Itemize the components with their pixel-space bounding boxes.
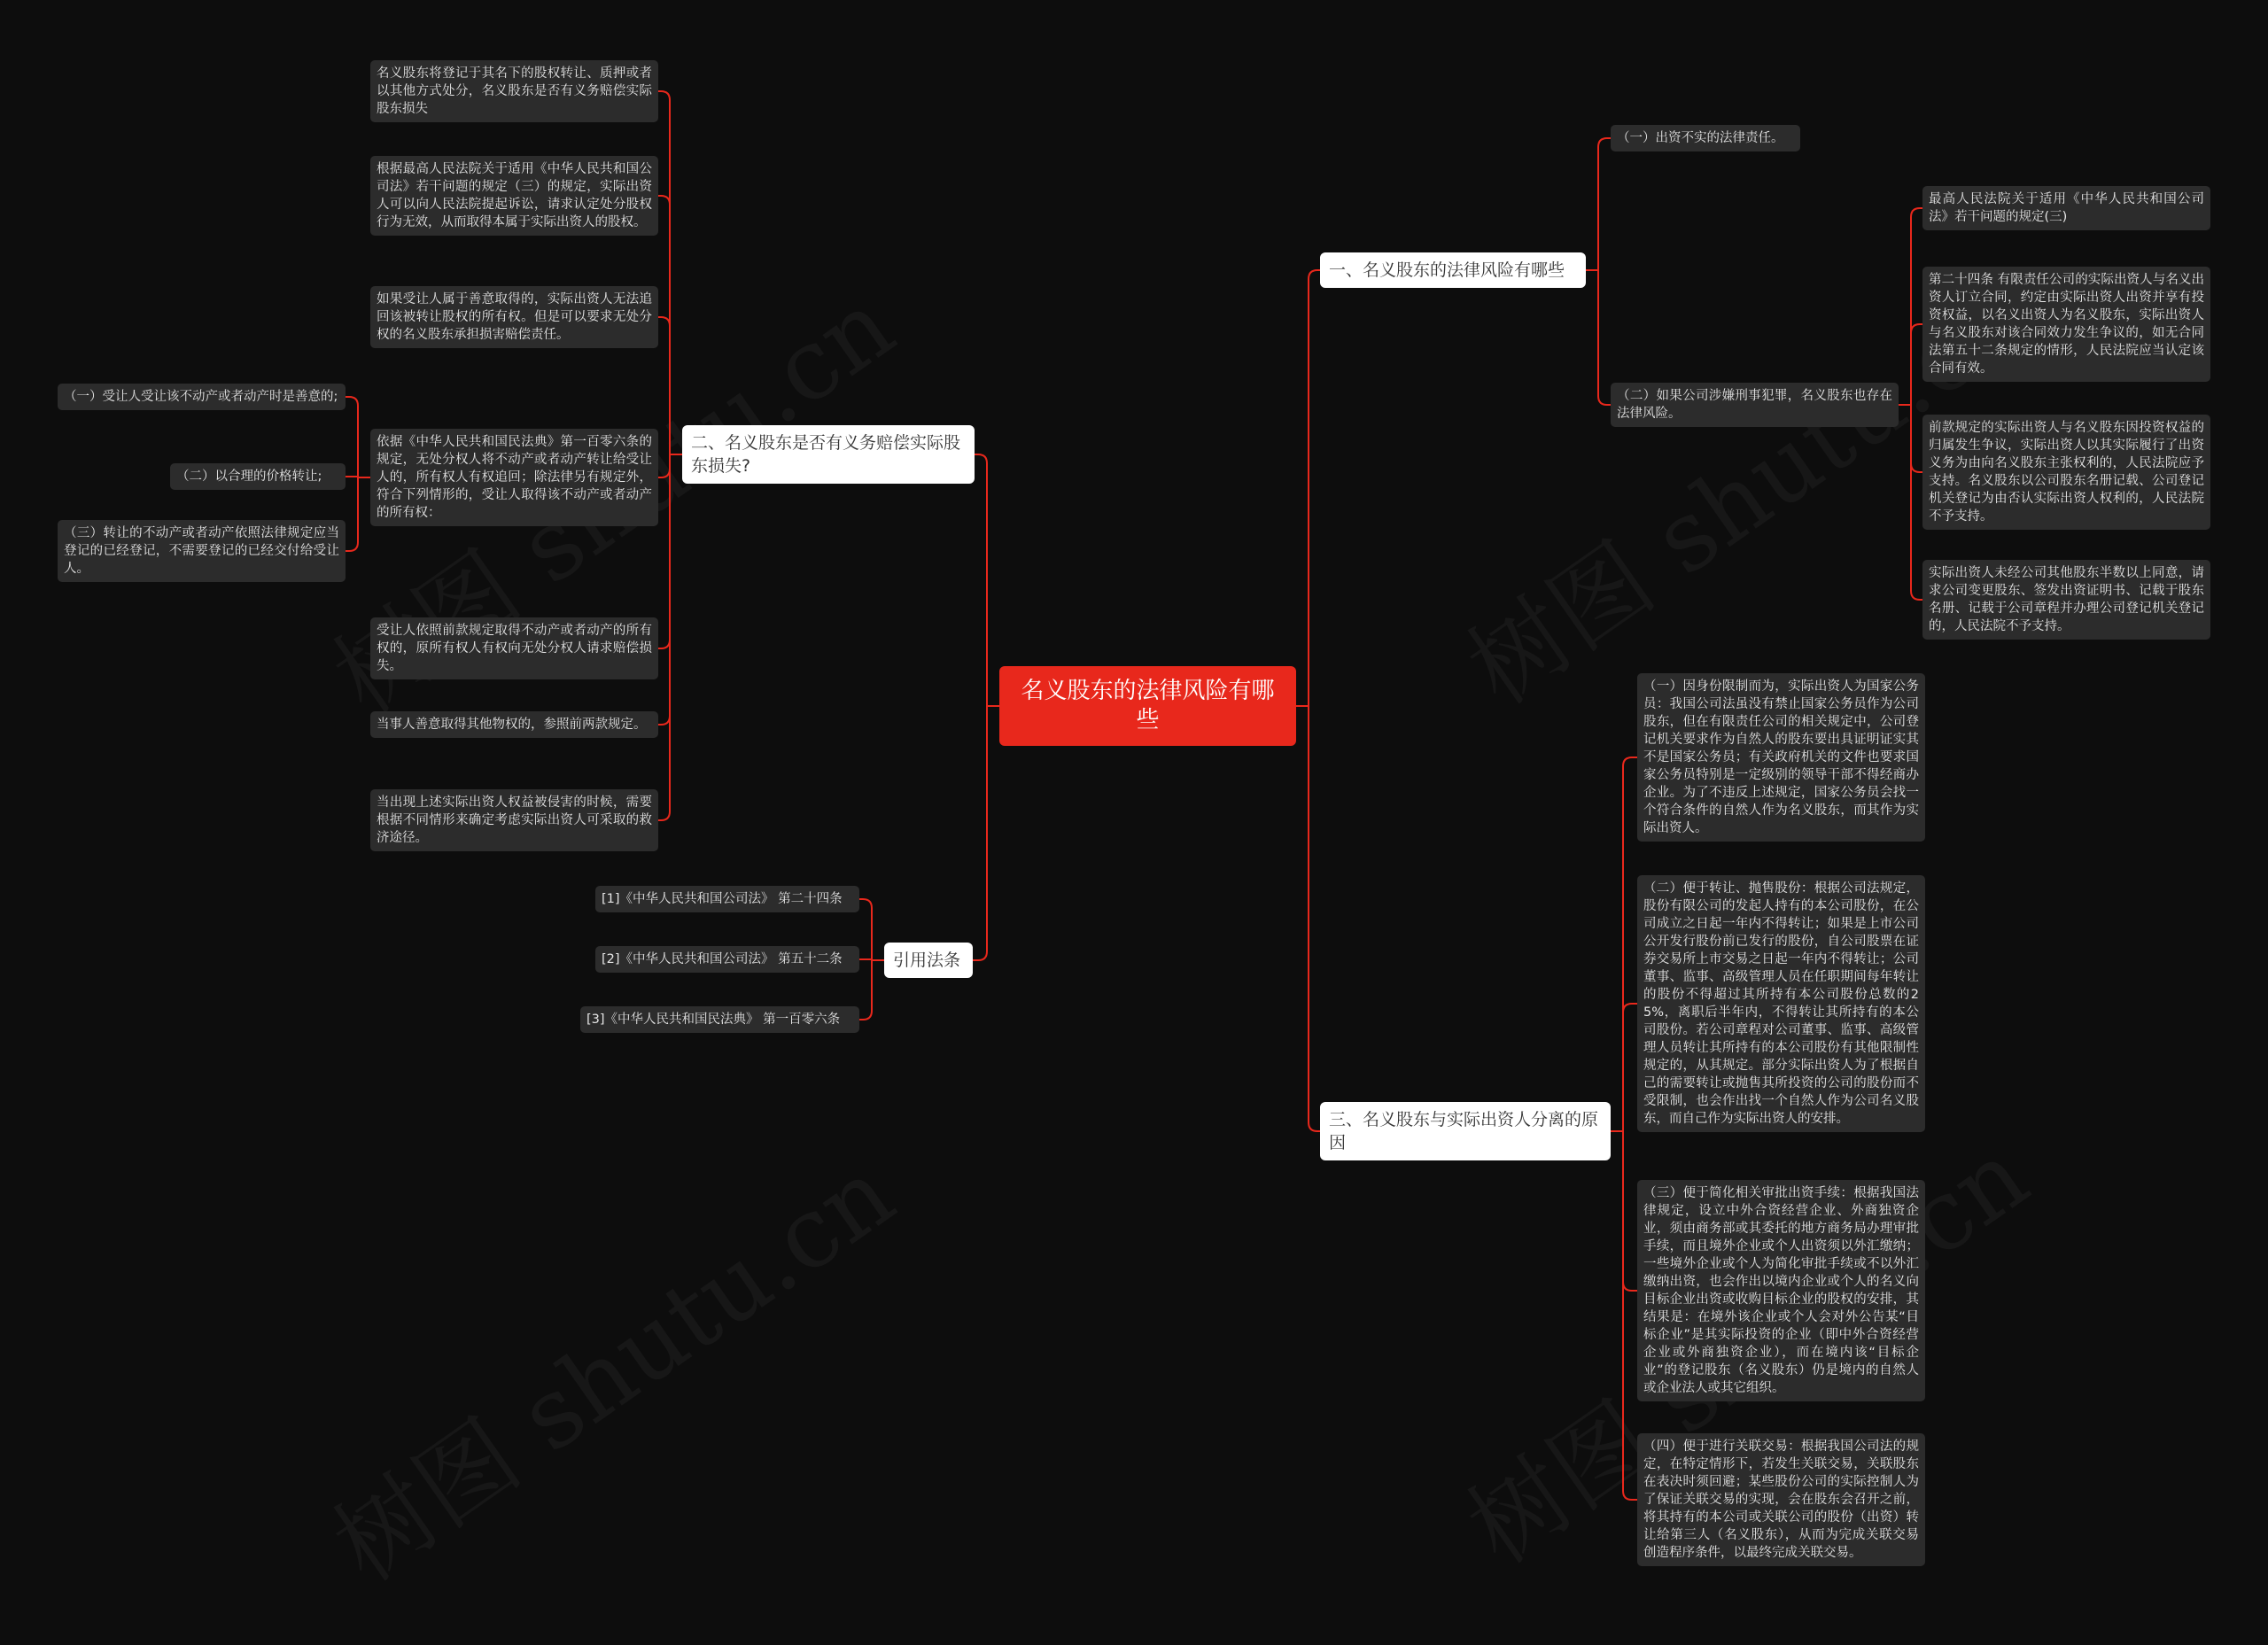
link-root-b2 <box>975 454 999 706</box>
citation-3[interactable]: [3]《中华人民共和国民法典》 第一百零六条 <box>580 1006 859 1033</box>
link-b4-1 <box>1611 1004 1637 1131</box>
reason-approval[interactable]: （三）便于简化相关审批出资手续：根据我国法律规定，设立中外合资经营企业、外商独资企业，须由商务部或其委托的地方商务局办理审批手续，而且境外企业或个人出资须以外汇缴纳；一些境外企业或个人为简化审批手续或不以外汇缴纳出资，也会作出以境内企业或个人的名义向目标企业出资或收购目标企业的股权的安排，其结果是：在境外该企业或个人会对外公告某“目标企业”是其实际投资的企业（即中外合资经营企业或外商独资企业），而在境内该“目标企业”的登记股东（名义股东）仍是境内的自然人或企业法人或其它组织。 <box>1637 1180 1925 1401</box>
leaf-investment-dispute[interactable]: 前款规定的实际出资人与名义股东因投资权益的归属发生争议，实际出资人以其实际履行了出资义务为由向名义股东主张权利的，人民法院应予支持。名义股东以公司股东名册记载、公司登记机关登记为由否认实际出资人权利的，人民法院不予支持。 <box>1922 415 2210 530</box>
branch-cited-laws[interactable]: 引用法条 <box>884 943 973 978</box>
leaf-remedies[interactable]: 当出现上述实际出资人权益被侵害的时候，需要根据不同情形来确定考虑实际出资人可采取的救济途径。 <box>370 789 658 851</box>
link-b1-l2-1 <box>1899 324 1922 405</box>
leaf-criminal-risk[interactable]: （二）如果公司涉嫌刑事犯罪，名义股东也存在法律风险。 <box>1611 383 1899 427</box>
link-root-b1 <box>1296 270 1320 706</box>
link-b3-0 <box>859 899 884 960</box>
link-b1-l2 <box>1586 270 1611 405</box>
link-b1-l1 <box>1586 138 1611 270</box>
branch-legal-risks[interactable]: 一、名义股东的法律风险有哪些 <box>1320 252 1586 288</box>
leaf-condition-3[interactable]: （三）转让的不动产或者动产依照法律规定应当登记的已经登记，不需要登记的已经交付给受让人。 <box>58 520 346 582</box>
leaf-condition-1[interactable]: （一）受让人受让该不动产或者动产时是善意的; <box>58 384 346 410</box>
citation-1[interactable]: [1]《中华人民共和国公司法》 第二十四条 <box>595 886 859 912</box>
branch-compensation[interactable]: 二、名义股东是否有义务赔偿实际股东损失? <box>682 425 975 484</box>
link-b3-2 <box>859 960 884 1020</box>
leaf-judicial-interpretation[interactable]: 最高人民法院关于适用《中华人民共和国公司法》若干问题的规定(三) <box>1922 186 2210 230</box>
leaf-shareholder-change[interactable]: 实际出资人未经公司其他股东半数以上同意，请求公司变更股东、签发出资证明书、记载于股东名册、记载于公司章程并办理公司登记机关登记的，人民法院不予支持。 <box>1922 560 2210 640</box>
reason-related-transaction[interactable]: （四）便于进行关联交易：根据我国公司法的规定，在特定情形下，若发生关联交易，关联股东在表决时须回避；某些股份公司的实际控制人为了保证关联交易的实现，会在股东会召开之前，将其持有的本公司或关联公司的股份（出资）转让给第三人（名义股东），从而为完成关联交易创造程序条件，以最终完成关联交易。 <box>1637 1433 1925 1566</box>
link-b4-3 <box>1611 1131 1637 1500</box>
reason-share-transfer[interactable]: （二）便于转让、抛售股份：根据公司法规定，股份有限公司的发起人持有的本公司股份，在公司成立之日起一年内不得转让；如果是上市公司公开发行股份前已发行的股份，自公司股票在证券交易所上市交易之日起一年内不得转让；公司董事、监事、高级管理人员在任职期间每年转让的股份不得超过其所持有本公司股份总数的25%，离职后半年内，不得转让其所持有的本公司股份。若公司章程对公司董事、监事、高级管理人员转让其所持有的本公司股份有其他限制性规定的，从其规定。部分实际出资人为了根据自己的需要转让或抛售其所投资的公司的股份而不受限制，也会作出找一个自然人作为公司名义股东，而自己作为实际出资人的安排。 <box>1637 875 1925 1132</box>
link-b2-c-0 <box>346 397 370 477</box>
leaf-civil-code-106[interactable]: 依据《中华人民共和国民法典》第一百零六条的规定，无处分权人将不动产或者动产转让给受让人的，所有权人有权追回；除法律另有规定外，符合下列情形的，受让人取得该不动产或者动产的所有权： <box>370 429 658 526</box>
link-b2-6 <box>658 454 682 820</box>
leaf-capital-liability[interactable]: （一）出资不实的法律责任。 <box>1611 125 1800 151</box>
leaf-owner-claim[interactable]: 受让人依照前款规定取得不动产或者动产的所有权的，原所有权人有权向无处分权人请求赔偿损失。 <box>370 617 658 679</box>
citation-2[interactable]: [2]《中华人民共和国公司法》 第五十二条 <box>595 946 859 973</box>
leaf-condition-2[interactable]: （二）以合理的价格转让; <box>170 463 346 490</box>
link-root-b4 <box>1296 706 1320 1131</box>
branch-separation-reasons[interactable]: 三、名义股东与实际出资人分离的原因 <box>1320 1102 1611 1160</box>
link-b1-l2-3 <box>1899 405 1922 600</box>
link-b2-c-2 <box>346 477 370 551</box>
leaf-disposal-question[interactable]: 名义股东将登记于其名下的股权转让、质押或者以其他方式处分，名义股东是否有义务赔偿实际股东损失 <box>370 60 658 122</box>
leaf-article-24[interactable]: 第二十四条 有限责任公司的实际出资人与名义出资人订立合同，约定由实际出资人出资并享有投资权益，以名义出资人为名义股东，实际出资人与名义股东对该合同效力发生争议的，如无合同法第五十二条规定的情形，人民法院应当认定该合同有效。 <box>1922 267 2210 382</box>
leaf-lawsuit-right[interactable]: 根据最高人民法院关于适用《中华人民共和国公司法》若干问题的规定（三）的规定，实际出资人可以向人民法院提起诉讼，请求认定处分股权行为无效，从而取得本属于实际出资人的股权。 <box>370 156 658 236</box>
root-topic[interactable]: 名义股东的法律风险有哪些 <box>999 666 1296 746</box>
link-root-b3 <box>973 706 999 960</box>
leaf-other-rights[interactable]: 当事人善意取得其他物权的，参照前两款规定。 <box>370 711 658 738</box>
reason-identity[interactable]: （一）因身份限制而为，实际出资人为国家公务员：我国公司法虽没有禁止国家公务员作为公司股东，但在有限责任公司的相关规定中，公司登记机关要求作为自然人的股东要出具证明证实其不是国家公务员；有关政府机关的文件也要求国家公务员特别是一定级别的领导干部不得经商办企业。为了不违反上述规定，国家公务员会找一个符合条件的自然人作为名义股东，而其作为实际出资人。 <box>1637 673 1925 842</box>
leaf-good-faith[interactable]: 如果受让人属于善意取得的，实际出资人无法追回该被转让股权的所有权。但是可以要求无处分权的名义股东承担损害赔偿责任。 <box>370 286 658 348</box>
link-b2-2 <box>658 317 682 454</box>
